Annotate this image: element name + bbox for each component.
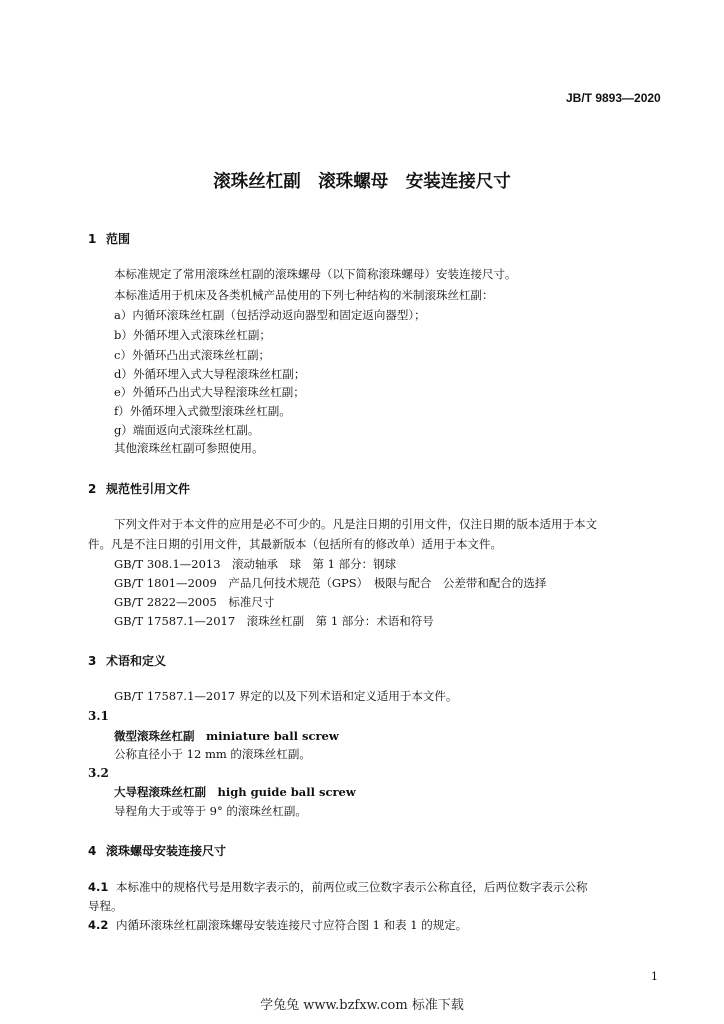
section-title: 滚珠螺母安装连接尺寸 — [106, 844, 227, 858]
section-number: 2 — [88, 482, 97, 496]
scope-line: 本标准适用于机床及各类机械产品使用的下列七种结构的米制滚珠丝杠副： — [114, 288, 494, 302]
scope-list-item: a）内循环滚珠丝杠副（包括浮动返向器型和固定返向器型）； — [114, 308, 426, 322]
clause-4-1-continued: 导程。 — [88, 899, 123, 913]
clause-text: 内循环滚珠丝杠副滚珠螺母安装连接尺寸应符合图 1 和表 1 的规定。 — [116, 918, 468, 932]
scope-list-item: g）端面返向式滚珠丝杠副。 — [114, 423, 260, 437]
scope-line: 本标准规定了常用滚珠丝杠副的滚珠螺母（以下简称滚珠螺母）安装连接尺寸。 — [114, 267, 517, 281]
normative-paragraph-line: 件。凡是不注日期的引用文件，其最新版本（包括所有的修改单）适用于本文件。 — [88, 537, 502, 551]
section-3-heading — [88, 652, 166, 669]
reference-item: GB/T 308.1—2013 滚动轴承 球 第 1 部分：钢球 — [114, 557, 397, 571]
section-title: 范围 — [106, 232, 131, 246]
document-title: 滚珠丝杠副 滚珠螺母 安装连接尺寸 — [213, 172, 511, 192]
terms-intro: GB/T 17587.1—2017 界定的以及下列术语和定义适用于本文件。 — [114, 689, 458, 703]
scope-list-item: f）外循环埋入式微型滚珠丝杠副。 — [114, 404, 291, 418]
clause-4-2 — [88, 917, 467, 933]
section-1-heading — [88, 230, 130, 247]
footer-watermark: 学兔兔 www.bzfxw.com 标准下载 — [260, 998, 464, 1013]
scope-line: 其他滚珠丝杠副可参照使用。 — [114, 441, 264, 455]
section-4-heading — [88, 842, 226, 859]
term-number: 3.2 — [88, 766, 109, 780]
scope-list-item: c）外循环凸出式滚珠丝杠副； — [114, 348, 270, 362]
term-number: 3.1 — [88, 709, 109, 723]
clause-number: 4.2 — [88, 918, 109, 932]
normative-paragraph-line: 下列文件对于本文件的应用是必不可少的。凡是注日期的引用文件，仅注日期的版本适用于本文 — [114, 517, 597, 531]
clause-text: 本标准中的规格代号是用数字表示的，前两位或三位数字表示公称直径，后两位数字表示公称 — [116, 880, 588, 894]
term-definition: 公称直径小于 12 mm 的滚珠丝杠副。 — [114, 747, 311, 761]
clause-4-1 — [88, 879, 588, 895]
reference-item: GB/T 1801—2009 产品几何技术规范（GPS） 极限与配合 公差带和配合的选择 — [114, 576, 547, 590]
term-definition: 导程角大于或等于 9° 的滚珠丝杠副。 — [114, 804, 307, 818]
section-number: 1 — [88, 232, 97, 246]
section-title: 术语和定义 — [106, 654, 167, 668]
document-code: JB/T 9893—2020 — [566, 91, 661, 105]
clause-number: 4.1 — [88, 880, 109, 894]
section-number: 3 — [88, 654, 97, 668]
scope-list-item: e）外循环凸出式大导程滚珠丝杠副； — [114, 385, 305, 399]
scope-list-item: d）外循环埋入式大导程滚珠丝杠副； — [114, 367, 306, 381]
page-number: 1 — [651, 970, 658, 983]
section-title: 规范性引用文件 — [106, 482, 191, 496]
term-name: 微型滚珠丝杠副 miniature ball screw — [114, 729, 339, 743]
section-2-heading — [88, 480, 190, 497]
scope-list-item: b）外循环埋入式滚珠丝杠副； — [114, 328, 271, 342]
reference-item: GB/T 2822—2005 标准尺寸 — [114, 595, 275, 609]
term-name: 大导程滚珠丝杠副 high guide ball screw — [114, 785, 356, 799]
section-number: 4 — [88, 844, 97, 858]
reference-item: GB/T 17587.1—2017 滚珠丝杠副 第 1 部分：术语和符号 — [114, 614, 434, 628]
